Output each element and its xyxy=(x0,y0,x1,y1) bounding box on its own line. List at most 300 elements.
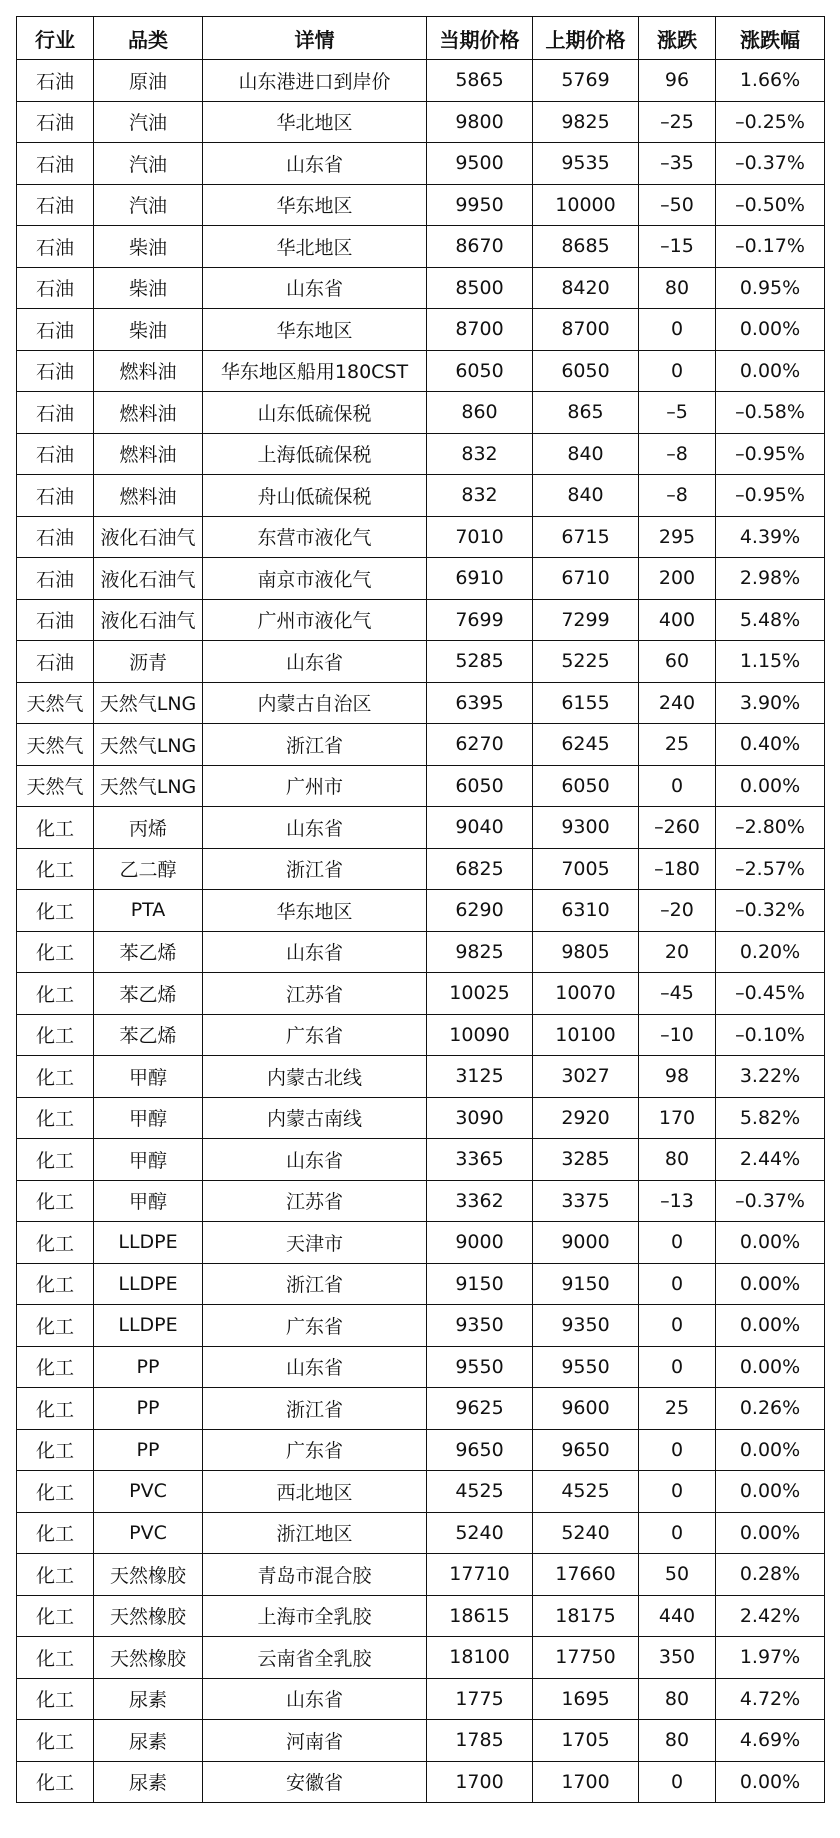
table-row xyxy=(17,599,825,641)
current-price-cell: 1785 xyxy=(427,1720,533,1762)
current-price-cell: 9040 xyxy=(427,807,533,849)
previous-price-cell: 1695 xyxy=(533,1678,639,1720)
header-industry: 行业 xyxy=(17,17,94,60)
details-cell: 浙江省 xyxy=(203,724,427,766)
current-price-cell: 3362 xyxy=(427,1180,533,1222)
current-price-cell: 6270 xyxy=(427,724,533,766)
category-cell: 苯乙烯 xyxy=(94,1014,203,1056)
industry-cell: 石油 xyxy=(17,101,94,143)
change-percent-cell: –0.17% xyxy=(716,226,825,268)
current-price-cell: 9950 xyxy=(427,184,533,226)
change-percent-cell: 0.20% xyxy=(716,931,825,973)
change-percent-cell: –0.58% xyxy=(716,392,825,434)
previous-price-cell: 17750 xyxy=(533,1637,639,1679)
category-cell: 甲醇 xyxy=(94,1056,203,1098)
details-cell: 山东省 xyxy=(203,1139,427,1181)
previous-price-cell: 3027 xyxy=(533,1056,639,1098)
details-cell: 山东省 xyxy=(203,641,427,683)
industry-cell: 化工 xyxy=(17,1678,94,1720)
table-row xyxy=(17,641,825,683)
change-cell: 200 xyxy=(639,558,716,600)
table-row xyxy=(17,1720,825,1762)
change-percent-cell: 3.90% xyxy=(716,682,825,724)
details-cell: 广州市 xyxy=(203,765,427,807)
previous-price-cell: 8700 xyxy=(533,309,639,351)
previous-price-cell: 10100 xyxy=(533,1014,639,1056)
table-row xyxy=(17,1139,825,1181)
previous-price-cell: 6310 xyxy=(533,890,639,932)
table-row xyxy=(17,1388,825,1430)
change-percent-cell: 2.98% xyxy=(716,558,825,600)
change-cell: 0 xyxy=(639,1305,716,1347)
table-row xyxy=(17,1056,825,1098)
industry-cell: 化工 xyxy=(17,1097,94,1139)
change-cell: –25 xyxy=(639,101,716,143)
industry-cell: 化工 xyxy=(17,890,94,932)
category-cell: 柴油 xyxy=(94,267,203,309)
change-cell: 440 xyxy=(639,1595,716,1637)
previous-price-cell: 9350 xyxy=(533,1305,639,1347)
change-cell: –35 xyxy=(639,143,716,185)
table-row xyxy=(17,1346,825,1388)
current-price-cell: 7010 xyxy=(427,516,533,558)
table-row xyxy=(17,433,825,475)
table-row xyxy=(17,558,825,600)
category-cell: 苯乙烯 xyxy=(94,931,203,973)
details-cell: 浙江地区 xyxy=(203,1512,427,1554)
table-row xyxy=(17,184,825,226)
category-cell: 液化石油气 xyxy=(94,558,203,600)
previous-price-cell: 9805 xyxy=(533,931,639,973)
details-cell: 内蒙古自治区 xyxy=(203,682,427,724)
change-percent-cell: 1.97% xyxy=(716,1637,825,1679)
category-cell: 甲醇 xyxy=(94,1180,203,1222)
details-cell: 山东省 xyxy=(203,267,427,309)
details-cell: 华东地区船用180CST xyxy=(203,350,427,392)
industry-cell: 化工 xyxy=(17,931,94,973)
category-cell: 尿素 xyxy=(94,1761,203,1803)
category-cell: 尿素 xyxy=(94,1678,203,1720)
current-price-cell: 17710 xyxy=(427,1554,533,1596)
category-cell: PVC xyxy=(94,1512,203,1554)
industry-cell: 石油 xyxy=(17,392,94,434)
change-cell: 98 xyxy=(639,1056,716,1098)
category-cell: PTA xyxy=(94,890,203,932)
previous-price-cell: 9300 xyxy=(533,807,639,849)
current-price-cell: 9500 xyxy=(427,143,533,185)
table-row xyxy=(17,101,825,143)
table-row xyxy=(17,973,825,1015)
previous-price-cell: 9000 xyxy=(533,1222,639,1264)
previous-price-cell: 865 xyxy=(533,392,639,434)
previous-price-cell: 840 xyxy=(533,433,639,475)
industry-cell: 化工 xyxy=(17,1595,94,1637)
current-price-cell: 832 xyxy=(427,433,533,475)
details-cell: 华北地区 xyxy=(203,101,427,143)
table-row xyxy=(17,226,825,268)
category-cell: 燃料油 xyxy=(94,475,203,517)
change-percent-cell: 0.00% xyxy=(716,1305,825,1347)
details-cell: 华北地区 xyxy=(203,226,427,268)
industry-cell: 石油 xyxy=(17,267,94,309)
previous-price-cell: 9150 xyxy=(533,1263,639,1305)
industry-cell: 天然气 xyxy=(17,724,94,766)
change-cell: –8 xyxy=(639,475,716,517)
category-cell: 柴油 xyxy=(94,226,203,268)
current-price-cell: 5285 xyxy=(427,641,533,683)
previous-price-cell: 6050 xyxy=(533,765,639,807)
current-price-cell: 5240 xyxy=(427,1512,533,1554)
table-row xyxy=(17,392,825,434)
previous-price-cell: 7005 xyxy=(533,848,639,890)
industry-cell: 化工 xyxy=(17,973,94,1015)
change-cell: 0 xyxy=(639,350,716,392)
previous-price-cell: 6715 xyxy=(533,516,639,558)
category-cell: 尿素 xyxy=(94,1720,203,1762)
change-cell: –260 xyxy=(639,807,716,849)
industry-cell: 化工 xyxy=(17,1471,94,1513)
change-percent-cell: 0.00% xyxy=(716,1222,825,1264)
current-price-cell: 6290 xyxy=(427,890,533,932)
current-price-cell: 9800 xyxy=(427,101,533,143)
category-cell: PVC xyxy=(94,1471,203,1513)
current-price-cell: 1700 xyxy=(427,1761,533,1803)
current-price-cell: 7699 xyxy=(427,599,533,641)
category-cell: 沥青 xyxy=(94,641,203,683)
change-cell: 80 xyxy=(639,1678,716,1720)
header-details: 详情 xyxy=(203,17,427,60)
current-price-cell: 1775 xyxy=(427,1678,533,1720)
change-cell: 400 xyxy=(639,599,716,641)
table-header xyxy=(17,17,825,60)
details-cell: 山东省 xyxy=(203,807,427,849)
category-cell: 燃料油 xyxy=(94,350,203,392)
change-percent-cell: –0.95% xyxy=(716,475,825,517)
change-percent-cell: 5.82% xyxy=(716,1097,825,1139)
change-cell: 0 xyxy=(639,309,716,351)
details-cell: 天津市 xyxy=(203,1222,427,1264)
category-cell: LLDPE xyxy=(94,1305,203,1347)
current-price-cell: 9150 xyxy=(427,1263,533,1305)
details-cell: 河南省 xyxy=(203,1720,427,1762)
change-cell: 96 xyxy=(639,60,716,102)
industry-cell: 天然气 xyxy=(17,682,94,724)
table-row xyxy=(17,60,825,102)
previous-price-cell: 6155 xyxy=(533,682,639,724)
details-cell: 浙江省 xyxy=(203,1263,427,1305)
change-cell: 240 xyxy=(639,682,716,724)
table-row xyxy=(17,1637,825,1679)
table-row xyxy=(17,1263,825,1305)
details-cell: 山东省 xyxy=(203,143,427,185)
details-cell: 山东港进口到岸价 xyxy=(203,60,427,102)
change-cell: 0 xyxy=(639,1222,716,1264)
industry-cell: 化工 xyxy=(17,1720,94,1762)
category-cell: 甲醇 xyxy=(94,1097,203,1139)
table-row xyxy=(17,516,825,558)
industry-cell: 化工 xyxy=(17,1180,94,1222)
previous-price-cell: 8685 xyxy=(533,226,639,268)
change-percent-cell: 3.22% xyxy=(716,1056,825,1098)
previous-price-cell: 1705 xyxy=(533,1720,639,1762)
details-cell: 华东地区 xyxy=(203,184,427,226)
change-cell: 80 xyxy=(639,1720,716,1762)
change-cell: 295 xyxy=(639,516,716,558)
current-price-cell: 6825 xyxy=(427,848,533,890)
table-row xyxy=(17,267,825,309)
change-percent-cell: 0.00% xyxy=(716,309,825,351)
change-cell: 0 xyxy=(639,1512,716,1554)
change-cell: 80 xyxy=(639,267,716,309)
table-row xyxy=(17,1761,825,1803)
industry-cell: 化工 xyxy=(17,1346,94,1388)
change-cell: 350 xyxy=(639,1637,716,1679)
details-cell: 青岛市混合胶 xyxy=(203,1554,427,1596)
industry-cell: 石油 xyxy=(17,143,94,185)
previous-price-cell: 10070 xyxy=(533,973,639,1015)
previous-price-cell: 17660 xyxy=(533,1554,639,1596)
header-category: 品类 xyxy=(94,17,203,60)
current-price-cell: 9650 xyxy=(427,1429,533,1471)
details-cell: 山东省 xyxy=(203,931,427,973)
industry-cell: 化工 xyxy=(17,1554,94,1596)
table-row xyxy=(17,350,825,392)
change-cell: 0 xyxy=(639,1471,716,1513)
change-percent-cell: 0.00% xyxy=(716,1761,825,1803)
category-cell: 天然橡胶 xyxy=(94,1637,203,1679)
previous-price-cell: 6245 xyxy=(533,724,639,766)
previous-price-cell: 9825 xyxy=(533,101,639,143)
current-price-cell: 6395 xyxy=(427,682,533,724)
table-row xyxy=(17,931,825,973)
header-change: 涨跌 xyxy=(639,17,716,60)
change-cell: 170 xyxy=(639,1097,716,1139)
details-cell: 广东省 xyxy=(203,1305,427,1347)
change-cell: 0 xyxy=(639,1429,716,1471)
industry-cell: 化工 xyxy=(17,1761,94,1803)
industry-cell: 化工 xyxy=(17,1222,94,1264)
industry-cell: 化工 xyxy=(17,1429,94,1471)
change-percent-cell: –0.10% xyxy=(716,1014,825,1056)
current-price-cell: 8500 xyxy=(427,267,533,309)
details-cell: 江苏省 xyxy=(203,973,427,1015)
table-row xyxy=(17,143,825,185)
change-cell: 20 xyxy=(639,931,716,973)
details-cell: 上海低硫保税 xyxy=(203,433,427,475)
details-cell: 安徽省 xyxy=(203,1761,427,1803)
previous-price-cell: 6050 xyxy=(533,350,639,392)
industry-cell: 化工 xyxy=(17,1637,94,1679)
current-price-cell: 9825 xyxy=(427,931,533,973)
current-price-cell: 3090 xyxy=(427,1097,533,1139)
category-cell: 天然气LNG xyxy=(94,724,203,766)
category-cell: 燃料油 xyxy=(94,392,203,434)
previous-price-cell: 8420 xyxy=(533,267,639,309)
change-percent-cell: 0.00% xyxy=(716,1512,825,1554)
current-price-cell: 8700 xyxy=(427,309,533,351)
change-percent-cell: 0.28% xyxy=(716,1554,825,1596)
details-cell: 广东省 xyxy=(203,1429,427,1471)
details-cell: 山东省 xyxy=(203,1346,427,1388)
table-body xyxy=(17,60,825,1803)
previous-price-cell: 3285 xyxy=(533,1139,639,1181)
industry-cell: 化工 xyxy=(17,1139,94,1181)
table-row xyxy=(17,724,825,766)
table-row xyxy=(17,765,825,807)
header-previous-price: 上期价格 xyxy=(533,17,639,60)
details-cell: 山东省 xyxy=(203,1678,427,1720)
change-cell: 80 xyxy=(639,1139,716,1181)
industry-cell: 化工 xyxy=(17,1388,94,1430)
category-cell: 原油 xyxy=(94,60,203,102)
current-price-cell: 10025 xyxy=(427,973,533,1015)
change-percent-cell: 0.00% xyxy=(716,1263,825,1305)
table-row xyxy=(17,1014,825,1056)
details-cell: 广州市液化气 xyxy=(203,599,427,641)
details-cell: 华东地区 xyxy=(203,890,427,932)
change-percent-cell: 1.66% xyxy=(716,60,825,102)
category-cell: PP xyxy=(94,1346,203,1388)
change-cell: 0 xyxy=(639,765,716,807)
previous-price-cell: 9600 xyxy=(533,1388,639,1430)
change-cell: –20 xyxy=(639,890,716,932)
table-row xyxy=(17,1429,825,1471)
category-cell: 苯乙烯 xyxy=(94,973,203,1015)
change-cell: 25 xyxy=(639,1388,716,1430)
details-cell: 上海市全乳胶 xyxy=(203,1595,427,1637)
industry-cell: 化工 xyxy=(17,1305,94,1347)
table-row xyxy=(17,1097,825,1139)
change-percent-cell: –2.80% xyxy=(716,807,825,849)
category-cell: LLDPE xyxy=(94,1222,203,1264)
table-row xyxy=(17,475,825,517)
previous-price-cell: 9550 xyxy=(533,1346,639,1388)
category-cell: 天然气LNG xyxy=(94,682,203,724)
industry-cell: 化工 xyxy=(17,807,94,849)
details-cell: 内蒙古北线 xyxy=(203,1056,427,1098)
current-price-cell: 9550 xyxy=(427,1346,533,1388)
previous-price-cell: 3375 xyxy=(533,1180,639,1222)
table-row xyxy=(17,848,825,890)
change-percent-cell: 0.26% xyxy=(716,1388,825,1430)
change-cell: –45 xyxy=(639,973,716,1015)
change-cell: –15 xyxy=(639,226,716,268)
previous-price-cell: 6710 xyxy=(533,558,639,600)
change-percent-cell: –0.37% xyxy=(716,1180,825,1222)
industry-cell: 化工 xyxy=(17,1263,94,1305)
previous-price-cell: 5769 xyxy=(533,60,639,102)
table-row xyxy=(17,1222,825,1264)
previous-price-cell: 9535 xyxy=(533,143,639,185)
previous-price-cell: 1700 xyxy=(533,1761,639,1803)
current-price-cell: 9625 xyxy=(427,1388,533,1430)
category-cell: 丙烯 xyxy=(94,807,203,849)
change-percent-cell: 1.15% xyxy=(716,641,825,683)
previous-price-cell: 5225 xyxy=(533,641,639,683)
details-cell: 浙江省 xyxy=(203,848,427,890)
table-row xyxy=(17,1678,825,1720)
change-percent-cell: –2.57% xyxy=(716,848,825,890)
category-cell: 天然气LNG xyxy=(94,765,203,807)
header-current-price: 当期价格 xyxy=(427,17,533,60)
category-cell: 柴油 xyxy=(94,309,203,351)
change-percent-cell: 4.72% xyxy=(716,1678,825,1720)
current-price-cell: 9350 xyxy=(427,1305,533,1347)
industry-cell: 石油 xyxy=(17,184,94,226)
change-cell: 25 xyxy=(639,724,716,766)
change-percent-cell: 4.69% xyxy=(716,1720,825,1762)
header-row xyxy=(17,17,825,60)
industry-cell: 石油 xyxy=(17,599,94,641)
current-price-cell: 10090 xyxy=(427,1014,533,1056)
current-price-cell: 3365 xyxy=(427,1139,533,1181)
change-cell: 0 xyxy=(639,1346,716,1388)
change-percent-cell: 5.48% xyxy=(716,599,825,641)
category-cell: 天然橡胶 xyxy=(94,1595,203,1637)
change-cell: –180 xyxy=(639,848,716,890)
industry-cell: 石油 xyxy=(17,350,94,392)
table-row xyxy=(17,890,825,932)
current-price-cell: 832 xyxy=(427,475,533,517)
change-percent-cell: 0.00% xyxy=(716,1429,825,1471)
change-cell: –5 xyxy=(639,392,716,434)
category-cell: PP xyxy=(94,1429,203,1471)
change-percent-cell: 0.40% xyxy=(716,724,825,766)
previous-price-cell: 9650 xyxy=(533,1429,639,1471)
industry-cell: 石油 xyxy=(17,475,94,517)
table-row xyxy=(17,1471,825,1513)
change-percent-cell: –0.32% xyxy=(716,890,825,932)
category-cell: 汽油 xyxy=(94,184,203,226)
details-cell: 南京市液化气 xyxy=(203,558,427,600)
change-percent-cell: –0.37% xyxy=(716,143,825,185)
previous-price-cell: 2920 xyxy=(533,1097,639,1139)
table-row xyxy=(17,807,825,849)
industry-cell: 天然气 xyxy=(17,765,94,807)
industry-cell: 石油 xyxy=(17,60,94,102)
change-cell: –50 xyxy=(639,184,716,226)
industry-cell: 石油 xyxy=(17,516,94,558)
change-percent-cell: –0.50% xyxy=(716,184,825,226)
price-table-container xyxy=(16,16,825,1803)
details-cell: 东营市液化气 xyxy=(203,516,427,558)
previous-price-cell: 4525 xyxy=(533,1471,639,1513)
header-change-percent: 涨跌幅 xyxy=(716,17,825,60)
category-cell: 液化石油气 xyxy=(94,516,203,558)
change-cell: 0 xyxy=(639,1761,716,1803)
details-cell: 山东低硫保税 xyxy=(203,392,427,434)
details-cell: 江苏省 xyxy=(203,1180,427,1222)
table-row xyxy=(17,1180,825,1222)
change-percent-cell: 2.42% xyxy=(716,1595,825,1637)
change-percent-cell: 0.00% xyxy=(716,765,825,807)
change-percent-cell: –0.45% xyxy=(716,973,825,1015)
industry-cell: 化工 xyxy=(17,1512,94,1554)
current-price-cell: 6910 xyxy=(427,558,533,600)
previous-price-cell: 5240 xyxy=(533,1512,639,1554)
current-price-cell: 5865 xyxy=(427,60,533,102)
change-cell: 0 xyxy=(639,1263,716,1305)
current-price-cell: 6050 xyxy=(427,350,533,392)
price-table xyxy=(16,16,825,1803)
details-cell: 广东省 xyxy=(203,1014,427,1056)
details-cell: 云南省全乳胶 xyxy=(203,1637,427,1679)
change-percent-cell: 4.39% xyxy=(716,516,825,558)
table-row xyxy=(17,1512,825,1554)
industry-cell: 化工 xyxy=(17,1014,94,1056)
industry-cell: 石油 xyxy=(17,558,94,600)
category-cell: 燃料油 xyxy=(94,433,203,475)
